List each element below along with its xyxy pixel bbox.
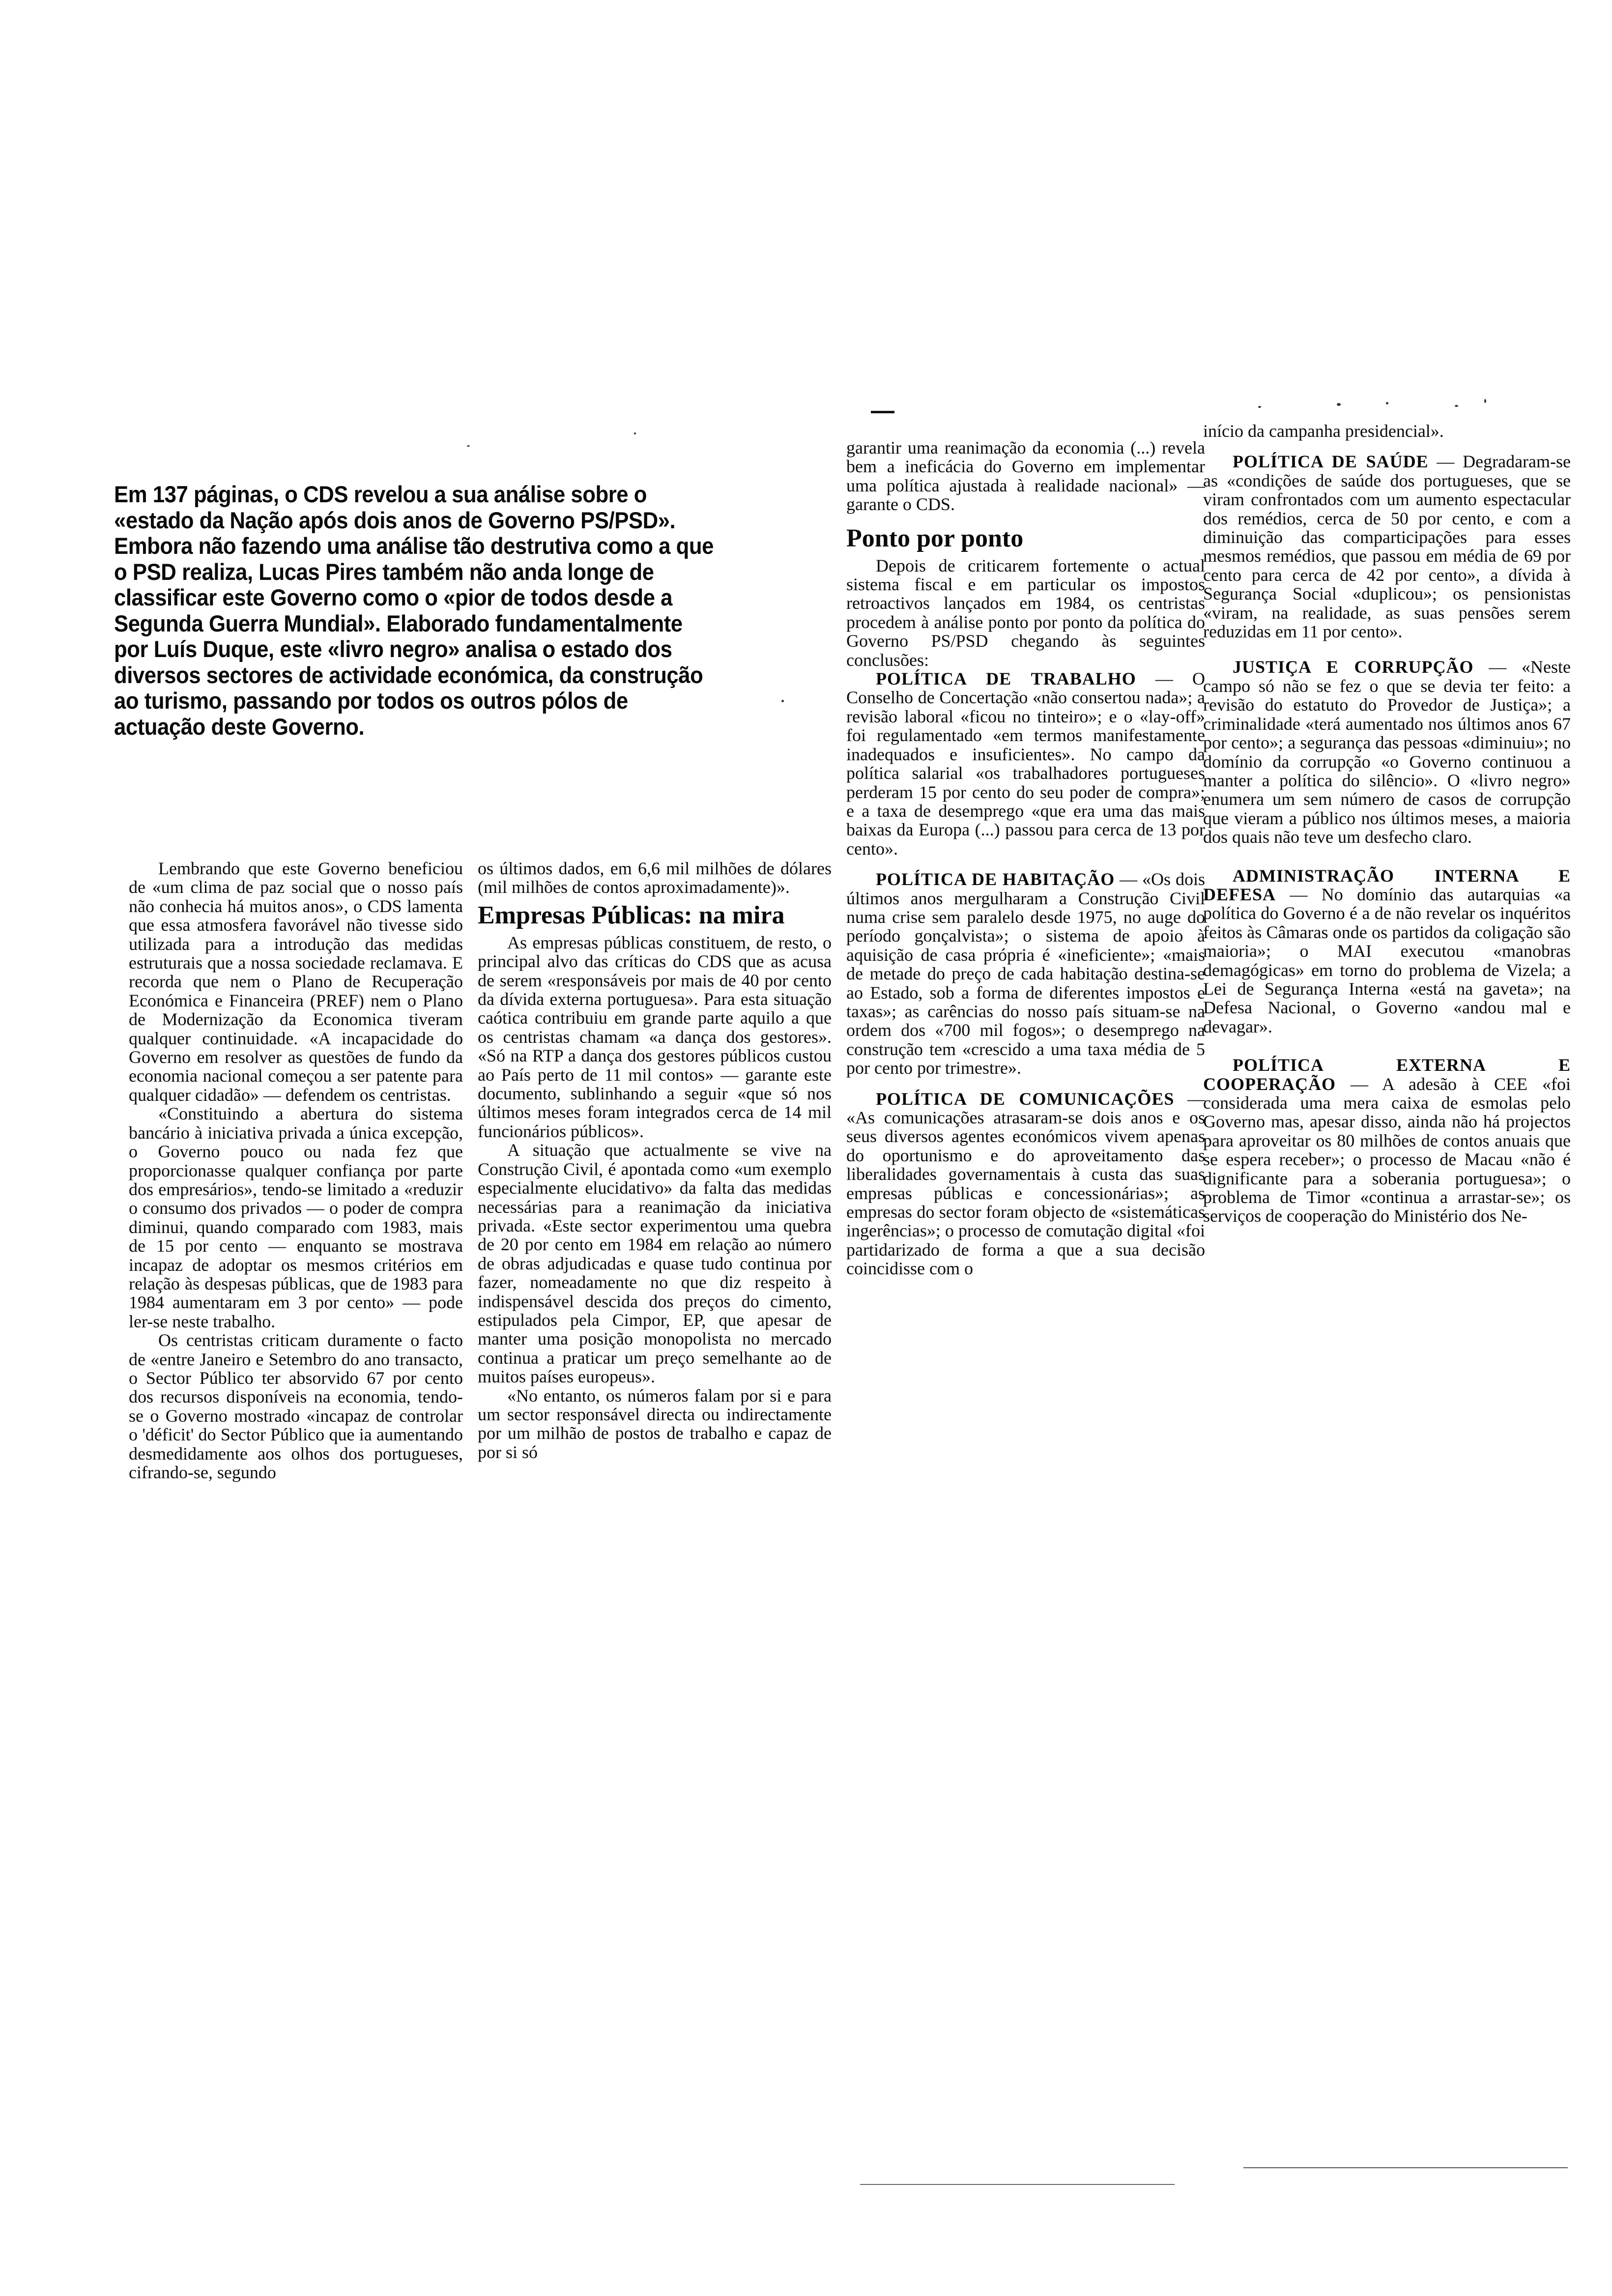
- paragraph: Depois de criticarem fortemente o actual sistema fiscal e em particular os impostos retroactivos lançados em 1984, os centristas procedem à análise ponto por ponto da política do Governo PS/PSD chegando às seguintes conclusões:: [846, 555, 1205, 670]
- scan-noise: [1337, 403, 1341, 406]
- paragraph: As empresas públicas constituem, de resto, o principal alvo das críticas do CDS que as acusa de serem «responsáveis por mais de 40 por cento da dívida externa portuguesa». Para esta situação caótica contribuiu em grande parte aquilo a que os centristas chamam «a dança dos gestores». «Só na RTP a dança dos gestores públicos custou ao País perto de 11 mil contos» — garante este documento, sublinhando a seguir «que só nos últimos meses foram integrados cerca de 14 mil funcionários públicos».: [478, 932, 832, 1141]
- section-heading-ponto-por-ponto: Ponto por ponto: [846, 524, 1024, 552]
- scan-noise: [1258, 406, 1261, 408]
- section-heading-empresas-publicas: Empresas Públicas: na mira: [478, 901, 785, 929]
- continued-paragraph: garantir uma reanimação da economia (...) revela bem a ineficácia do Governo em implementar uma política ajustada à realidade nacional» — garante o CDS.: [846, 438, 1205, 515]
- scan-edge-line: [1243, 2167, 1568, 2168]
- policy-item-administracao: [1203, 866, 1571, 1036]
- policy-item-saude: [1203, 452, 1571, 641]
- paragraph: A situação que actualmente se vive na Construção Civil, é apontada como «um exemplo especialmente elucidativo» da falta das medidas necessárias para a reanimação da iniciativa privada. «Este sector experimentou uma quebra de 20 por cento em 1984 em relação ao número de obras adjudicadas e quase tudo continua por fazer, nomeadamente no que diz respeito à indispensável descida dos preços do cimento, estipulados pela Cimpor, EP, que apesar de manter uma posição monopolista no mercado continua a praticar um preço semelhante ao de muitos países europeus».: [478, 1140, 832, 1387]
- scan-noise: [467, 445, 470, 447]
- policy-text: — A adesão à CEE «foi considerada uma mera caixa de esmolas pelo Governo mas, apesar disso, ainda não há projectos para aproveitar os 80 milhões de contos anuais que se espera receber»; o processo de Macau «não é dignificante para a soberania portuguesa»; o problema de Timor «continua a arrastar-se»; os serviços de cooperação do Ministério dos Ne-: [1203, 1074, 1571, 1226]
- policy-text: — Degradaram-se as «condições de saúde dos portugueses, que se viram confrontados com um aumento espectacular dos remédios, cerca de 50 por cento, e com a diminuição das comparticipações para esses mesmos remédios, que passou em média de 69 por cento para cerca de 42 por cento», a dívida à Segurança Social «duplicou»; os pensionistas «viram, na realidade, as suas pensões serem reduzidas em 11 por cento».: [1203, 452, 1571, 642]
- policy-text: — «Neste campo só não se fez o que se devia ter feito: a revisão do estatuto do Provedor de Justiça»; a criminalidade «terá aumentado nos últimos anos 67 por cento»; a segurança das pessoas «diminuiu»; no domínio da corrupção «o Governo continuou a manter a política do silêncio». O «livro negro» enumera um sem número de casos de corrupção que vieram a público nos últimos meses, a maioria dos quais não teve um desfecho claro.: [1203, 657, 1571, 847]
- column-1: [129, 859, 463, 1482]
- paragraph: «Constituindo a abertura do sistema bancário à iniciativa privada a única excepção, o Governo pouco ou nada fez que proporcionasse qualquer confiança por parte dos empresários», tendo-se limitado a «reduzir o consumo dos privados — o poder de compra diminui, quando comparado com 1983, mais de 15 por cento — enquanto se mostrava incapaz de adoptar os mesmos critérios em relação às despesas públicas, que de 1983 para 1984 aumentaram em 3 por cento» — pode ler-se neste trabalho.: [129, 1104, 463, 1331]
- column-3: [846, 438, 1205, 1278]
- continued-paragraph: início da campanha presidencial».: [1203, 421, 1444, 441]
- policy-item-habitacao: [846, 870, 1205, 1077]
- paragraph: Lembrando que este Governo beneficiou de «um clima de paz social que o nosso país não conhecia há muitos anos», o CDS lamenta que essa atmosfera favorável não tivesse sido utilizada para a introdução das medidas estruturais que a nossa sociedade reclamava. E recorda que nem o Plano de Recuperação Económica e Financeira (PREF) nem o Plano de Modernização da Economica tiveram qualquer continuidade. «A incapacidade do Governo em resolver as questões de fundo da economia nacional começou a ser patente para qualquer cidadão» — defendem os centristas.: [129, 859, 463, 1105]
- policy-text: — No domínio das autarquias «a política do Governo é a de não revelar os inquéritos feitos às Câmaras onde os partidos da coligação são maioria»; o MAI executou «manobras demagógicas» em torno do problema de Vizela; a Lei de Segurança Interna «está na gaveta»; na Defesa Nacional, o Governo «andou mal e devagar».: [1203, 884, 1571, 1036]
- paragraph: «No entanto, os números falam por si e para um sector responsável directa ou indirectamente por um milhão de postos de trabalho e capaz de por si só: [478, 1385, 832, 1462]
- scan-edge-line: [860, 2184, 1175, 2185]
- policy-item-comunicacoes: [846, 1090, 1205, 1278]
- policy-item-externa: [1203, 1056, 1571, 1226]
- policy-text: — O Conselho de Concertação «não consertou nada»; a revisão laboral «ficou no tinteiro»; e o «lay-off» foi regulamentado «em termos manifestamente inadequados e insuficientes». No campo da política salarial «os trabalhadores portugueses perderam 15 por cento do seu poder de compra»; e a taxa de desemprego «que era uma das mais baixas da Europa (...) passou para cerca de 13 por cento».: [846, 669, 1205, 859]
- rubric: POLÍTICA DE HABITAÇÃO: [876, 869, 1115, 890]
- article-lead: Em 137 páginas, o CDS revelou a sua análise sobre o «estado da Nação após dois anos de Governo PS/PSD». Embora não fazendo uma análise tão destrutiva como a que o PSD realiza, Lucas Pires também não anda longe de classificar este Governo como o «pior de todos desde a Segunda Guerra Mundial». Elaborado fundamentalmente por Luís Duque, este «livro negro» analisa o estado dos diversos sectores de actividade económica, da construção ao turismo, passando por todos os outros pólos de actuação deste Governo.: [114, 481, 714, 740]
- rubric: POLÍTICA DE SAÚDE: [1233, 452, 1429, 472]
- scan-noise: [1386, 402, 1388, 404]
- column-top-rule: [871, 411, 894, 413]
- policy-item-justica: [1203, 658, 1571, 846]
- policy-item-trabalho: [846, 669, 1205, 858]
- scan-noise: [781, 700, 784, 702]
- rubric: POLÍTICA EXTERNA E COOPERAÇÃO: [1203, 1055, 1571, 1094]
- rubric: POLÍTICA DE TRABALHO: [876, 669, 1136, 689]
- paragraph: Os centristas criticam duramente o facto de «entre Janeiro e Setembro do ano transacto, o Sector Público ter absorvido 67 por cento dos recursos disponíveis na economia, tendo-se o Governo mostrado «incapaz de controlar o 'déficit' do Sector Público que ia aumentando desmedidamente aos olhos dos portugueses, cifrando-se, segundo: [129, 1330, 463, 1482]
- policy-text: — «Os dois últimos anos mergulharam a Construção Civil numa crise sem paralelo desde 1975, no auge do período gonçalvista»; o sistema de apoio à aquisição de casa própria é «ineficiente»; «mais de metade do preço de cada habitação destina-se ao Estado, sob a forma de diferentes impostos e taxas»; as carências do nosso país situam-se na ordem dos «700 mil fogos»; o desemprego na construção tem «crescido a uma taxa média de 5 por cento por trimestre».: [846, 869, 1205, 1078]
- column-4: [1203, 422, 1571, 1226]
- scan-noise: [1484, 399, 1486, 403]
- column-2: [478, 859, 832, 1462]
- rubric: JUSTIÇA E CORRUPÇÃO: [1233, 657, 1474, 677]
- rubric: POLÍTICA DE COMUNICAÇÕES: [876, 1089, 1175, 1109]
- scan-noise: [634, 432, 636, 434]
- rubric: ADMINISTRAÇÃO INTERNA E DEFESA: [1203, 865, 1571, 904]
- scan-noise: [1455, 405, 1458, 407]
- continued-paragraph: os últimos dados, em 6,6 mil milhões de dólares (mil milhões de contos aproximadamente)».: [478, 859, 832, 897]
- policy-text: — «As comunicações atrasaram-se dois anos e os seus diversos agentes económicos vivem apenas do oportunismo e do aproveitamento das liberalidades governamentais à custa das suas empresas públicas e concessionárias»; as empresas do sector foram objecto de «sistemáticas ingerências»; o processo de comutação digital «foi partidarizado de forma a que a sua decisão coincidisse com o: [846, 1089, 1205, 1279]
